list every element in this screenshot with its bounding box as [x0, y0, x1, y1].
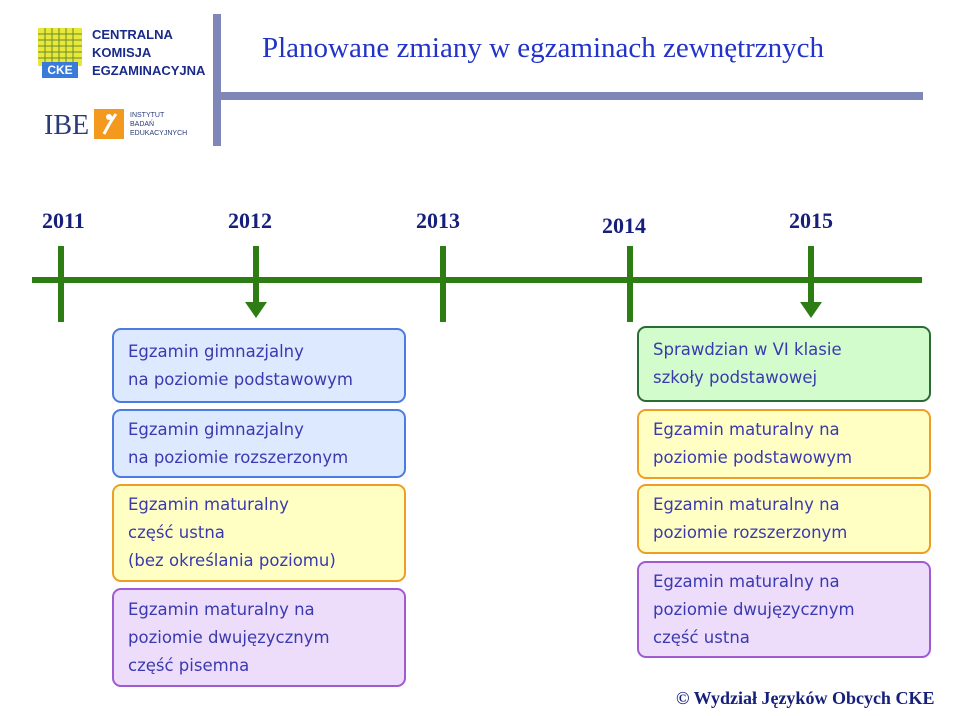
- header-vertical-bar: [213, 14, 221, 146]
- timeline-tick-2011: [58, 246, 64, 322]
- header-horizontal-bar: [213, 92, 923, 100]
- timeline-line: [32, 277, 922, 283]
- ibe-line-1: INSTYTUT: [130, 112, 165, 119]
- box-line: poziomie podstawowym: [653, 448, 853, 467]
- box-line: na poziomie podstawowym: [128, 369, 353, 389]
- box-maturalny-rozszerzony: [637, 484, 931, 554]
- cke-line-1: CENTRALNA: [92, 27, 173, 42]
- timeline-tick-2014: [627, 246, 633, 322]
- ibe-logo-text: IBE: [44, 110, 90, 141]
- box-line: Egzamin maturalny na: [653, 571, 840, 591]
- year-2014: 2014: [602, 213, 646, 238]
- box-line: Egzamin gimnazjalny: [128, 341, 304, 361]
- year-2015: 2015: [789, 208, 833, 233]
- cke-logo-text: CKE: [47, 63, 73, 77]
- cke-line-3: EGZAMINACYJNA: [92, 63, 206, 78]
- box-line: na poziomie rozszerzonym: [128, 447, 349, 467]
- cke-logo: [38, 28, 82, 78]
- ibe-line-2: BADAŃ: [130, 121, 155, 128]
- box-sprawdzian: [637, 326, 931, 402]
- box-line: poziomie dwujęzycznym: [653, 599, 855, 619]
- year-2011: 2011: [42, 208, 85, 233]
- box-line: Egzamin maturalny na: [128, 599, 315, 619]
- box-line: szkoły podstawowej: [653, 368, 818, 387]
- box-maturalny-dwujezyczny-ustna: [637, 561, 931, 658]
- year-2012: 2012: [228, 208, 272, 233]
- box-gimnazjalny-rozszerzony: [112, 409, 406, 478]
- box-line: Egzamin maturalny na: [653, 420, 840, 439]
- box-gimnazjalny-podstawowy: [112, 328, 406, 403]
- cke-line-2: KOMISJA: [92, 45, 152, 60]
- box-line: Egzamin maturalny: [128, 495, 289, 514]
- timeline-arrow-2015: [800, 302, 822, 318]
- box-line: część ustna: [128, 523, 225, 542]
- box-maturalny-podstawowy: [637, 409, 931, 479]
- box-line: poziomie dwujęzycznym: [128, 627, 330, 647]
- ibe-logo: [38, 102, 204, 146]
- box-line: część ustna: [653, 627, 750, 647]
- timeline-tick-2012: [253, 246, 259, 304]
- box-line: poziomie rozszerzonym: [653, 523, 848, 542]
- box-line: (bez określania poziomu): [128, 551, 336, 570]
- ibe-line-3: EDUKACYJNYCH: [130, 130, 188, 137]
- box-maturalny-dwujezyczny-pisemna: [112, 588, 406, 687]
- timeline-tick-2013: [440, 246, 446, 322]
- timeline-arrow-2012: [245, 302, 267, 318]
- footer-copyright: © Wydział Języków Obcych CKE: [676, 688, 935, 708]
- box-maturalny-ustna: [112, 484, 406, 582]
- box-line: Sprawdzian w VI klasie: [653, 340, 842, 359]
- timeline-tick-2015: [808, 246, 814, 304]
- page-title: Planowane zmiany w egzaminach zewnętrznych: [262, 32, 825, 64]
- cke-name: [92, 26, 212, 80]
- box-line: Egzamin maturalny na: [653, 495, 840, 514]
- box-line: część pisemna: [128, 655, 250, 675]
- year-2013: 2013: [416, 208, 460, 233]
- box-line: Egzamin gimnazjalny: [128, 419, 304, 439]
